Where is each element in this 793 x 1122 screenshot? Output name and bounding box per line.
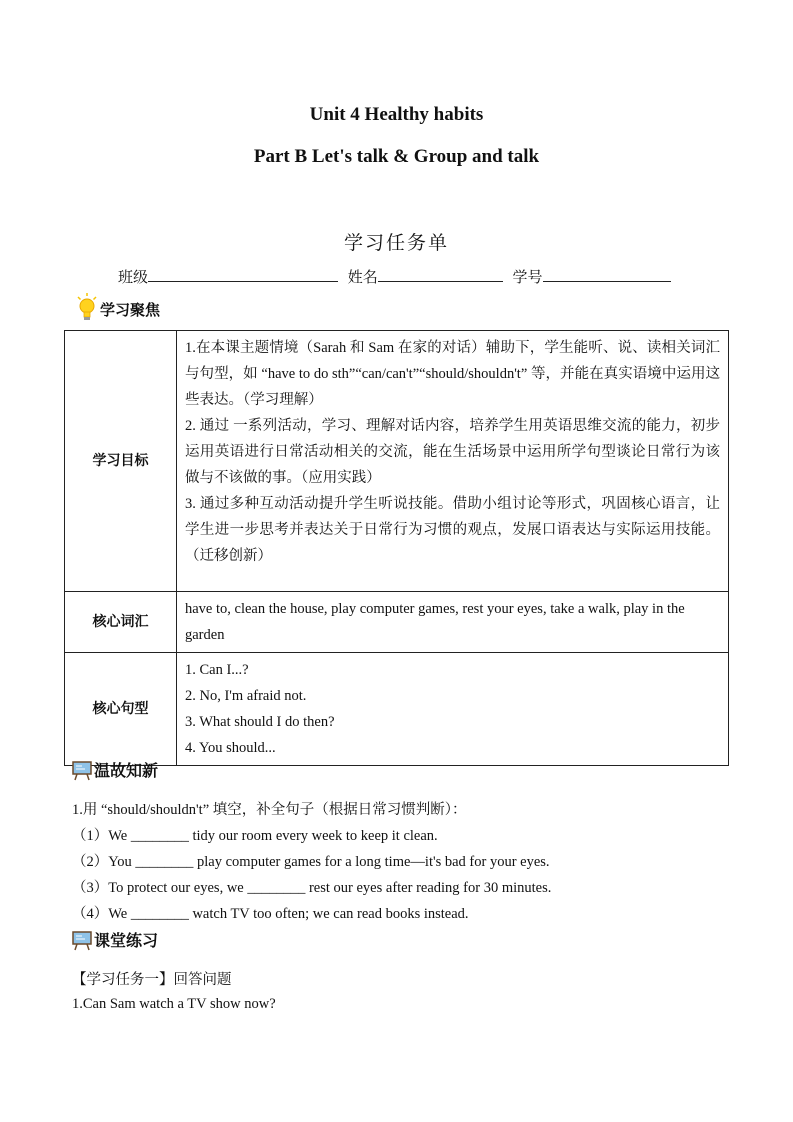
sentences-row — [65, 653, 729, 766]
review-instruction: 1.用 “should/shouldn't” 填空，补全句子（根据日常习惯判断）： — [72, 802, 467, 818]
question-1: 1.Can Sam watch a TV show now? — [72, 996, 276, 1012]
goals-content — [177, 331, 729, 592]
part-title: Part B Let's talk & Group and talk — [253, 146, 540, 167]
blackboard-icon — [72, 931, 92, 951]
focus-heading: 学习聚焦 — [76, 292, 160, 324]
sentence-item: 4. You should... — [185, 740, 276, 756]
name-blank[interactable] — [378, 267, 503, 282]
class-label: 班级 — [118, 270, 149, 286]
blackboard-icon — [72, 761, 92, 781]
unit-title: Unit 4 Healthy habits — [309, 104, 484, 125]
sentences-label: 核心句型 — [65, 653, 177, 766]
goals-label: 学习目标 — [65, 331, 177, 592]
goal-3: 3. 通过多种互动活动提升学生听说技能。借助小组讨论等形式，巩固核心语言，让学生进一步思考并表达关于日常行为习惯的观点，发展口语表达与实际运用技能。（迁移创新） — [185, 496, 720, 564]
vocab-row — [65, 592, 729, 653]
goal-2: 2. 通过 一系列活动，学习、理解对话内容，培养学生用英语思维交流的能力，初步运用英语进行日常活动相关的交流，能在生活场景中运用所学句型谈论日常行为该做与不该做的事。（应用实践） — [185, 418, 720, 486]
sentence-item: 1. Can I...? — [185, 662, 249, 678]
vocab-content: have to, clean the house, play computer games, rest your eyes, take a walk, play in the garden — [177, 592, 729, 653]
lightbulb-icon — [76, 292, 98, 324]
sentence-item: 3. What should I do then? — [185, 714, 335, 730]
number-label: 学号 — [512, 270, 543, 286]
number-blank[interactable] — [543, 267, 671, 282]
review-item: （2）You ________ play computer games for a long time—it's bad for your eyes. — [72, 854, 550, 870]
focus-table — [64, 330, 729, 766]
worksheet-title: 学习任务单 — [343, 232, 449, 254]
goals-row — [65, 331, 729, 592]
review-item: （3）To protect our eyes, we ________ rest our eyes after reading for 30 minutes. — [72, 880, 552, 896]
sentences-content — [177, 653, 729, 766]
name-label: 姓名 — [347, 270, 378, 286]
review-heading: 温故知新 — [72, 758, 158, 781]
vocab-label: 核心词汇 — [65, 592, 177, 653]
sentence-item: 2. No, I'm afraid not. — [185, 688, 307, 704]
goal-1: 1.在本课主题情境（Sarah 和 Sam 在家的对话）辅助下，学生能听、说、读相关词汇与句型，如 “have to do sth”“can/can't”“should/shouldn't” 等，并能在真实语境中运用这些表达。（学习理解） — [185, 340, 720, 408]
class-blank[interactable] — [148, 267, 338, 282]
task-1-heading: 【学习任务一】回答问题 — [72, 972, 232, 988]
student-info-line — [118, 266, 671, 287]
review-item: （4）We ________ watch TV too often; we can read books instead. — [72, 906, 469, 922]
review-item: （1）We ________ tidy our room every week to keep it clean. — [72, 828, 438, 844]
practice-heading: 课堂练习 — [72, 928, 158, 951]
